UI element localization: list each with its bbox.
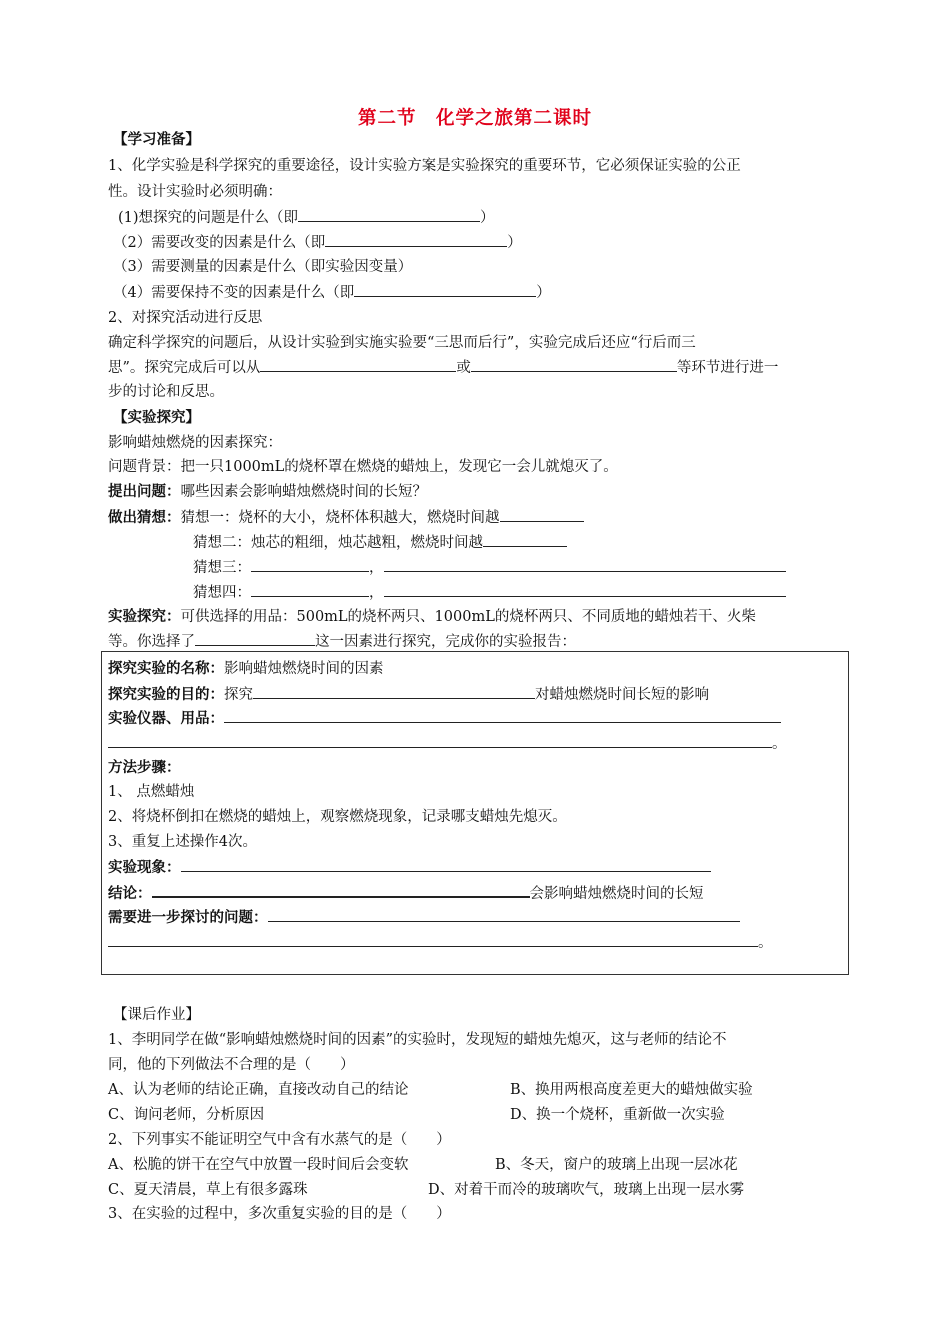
homework-q1-option-a: A、认为老师的结论正确，直接改动自己的结论	[108, 1082, 409, 1098]
prep-paragraph-3b: 思”。探究完成后可以从 或 等环节进行进一	[108, 357, 778, 378]
answer-blank[interactable]	[108, 932, 758, 947]
homework-q1-option-b: B、换用两根高度差更大的蜡烛做实验	[510, 1082, 753, 1098]
report-step-3: 3、重复上述操作4次。	[108, 834, 257, 850]
prep-question-2: （2）需要改变的因素是什么（即 ）	[113, 232, 522, 253]
prep-paragraph-1b: 性。设计实验时必须明确：	[108, 184, 282, 200]
homework-q2-option-d: D、对着干而冷的玻璃吹气，玻璃上出现一层水雾	[428, 1182, 745, 1198]
answer-blank[interactable]	[181, 857, 711, 872]
answer-blank[interactable]	[483, 532, 567, 547]
answer-blank[interactable]	[108, 733, 772, 748]
answer-blank[interactable]	[152, 882, 530, 898]
report-conclusion: 结论： 会影响蜡烛燃烧时间的长短	[108, 882, 704, 904]
report-steps-label: 方法步骤：	[108, 759, 181, 776]
report-step-1: 1、 点燃蜡烛	[108, 784, 195, 800]
report-equipment-line2: 。	[108, 733, 787, 754]
homework-q1-option-d: D、换一个烧杯，重新做一次实验	[510, 1107, 725, 1123]
answer-blank[interactable]	[384, 582, 786, 597]
explore-guess-2: 猜想二：烛芯的粗细，烛芯越粗，燃烧时间越	[193, 532, 567, 553]
section-heading-prep: 【学习准备】	[113, 131, 200, 148]
homework-q2-option-b: B、冬天，窗户的玻璃上出现一层冰花	[495, 1157, 738, 1173]
report-step-2: 2、将烧杯倒扣在燃烧的蜡烛上，观察燃烧现象，记录哪支蜡烛先熄灭。	[108, 809, 567, 825]
section-heading-explore: 【实验探究】	[113, 409, 200, 426]
answer-blank[interactable]	[224, 708, 781, 723]
explore-topic: 影响蜡烛燃烧的因素探究：	[108, 435, 282, 451]
explore-inquiry-b: 等。你选择了 这一因素进行探究，完成你的实验报告：	[108, 631, 576, 652]
prep-question-4: （4）需要保持不变的因素是什么（即 ）	[113, 282, 551, 303]
prep-paragraph-1a: 1、化学实验是科学探究的重要途径，设计实验方案是实验探究的重要环节，它必须保证实验的公正	[108, 158, 741, 174]
answer-blank[interactable]	[260, 357, 456, 372]
report-purpose: 探究实验的目的：探究 对蜡烛燃烧时间长短的影响	[108, 686, 709, 703]
prep-paragraph-2: 2、对探究活动进行反思	[108, 310, 263, 326]
answer-blank[interactable]	[471, 357, 677, 372]
answer-blank[interactable]	[354, 282, 536, 297]
prep-question-1: (1)想探究的问题是什么（即 ）	[118, 207, 495, 228]
prep-paragraph-3a: 确定科学探究的问题后，从设计实验到实施实验要“三思而后行”，实验完成后还应“行后而三	[108, 335, 696, 351]
report-name: 探究实验的名称：影响蜡烛燃烧时间的因素	[108, 660, 384, 677]
answer-blank[interactable]	[500, 507, 584, 522]
answer-blank[interactable]	[251, 557, 369, 572]
explore-question: 提出问题：哪些因素会影响蜡烛燃烧时间的长短？	[108, 483, 427, 500]
answer-blank[interactable]	[298, 207, 480, 222]
prep-paragraph-3c: 步的讨论和反思。	[108, 384, 224, 400]
homework-q2-option-c: C、夏天清晨，草上有很多露珠	[108, 1182, 308, 1198]
answer-blank[interactable]	[384, 557, 786, 572]
homework-q3: 3、在实验的过程中，多次重复实验的目的是（ ）	[108, 1206, 451, 1222]
page-title: 第二节 化学之旅第二课时	[357, 108, 592, 129]
report-further: 需要进一步探讨的问题：	[108, 907, 740, 928]
homework-q2: 2、下列事实不能证明空气中含有水蒸气的是（ ）	[108, 1132, 451, 1148]
answer-blank[interactable]	[268, 907, 740, 922]
report-further-line2: 。	[108, 932, 773, 953]
explore-background: 问题背景：把一只1000mL的烧杯罩在燃烧的蜡烛上，发现它一会儿就熄灭了。	[108, 459, 618, 475]
section-heading-homework: 【课后作业】	[113, 1007, 200, 1023]
explore-inquiry: 实验探究：可供选择的用品：500mL的烧杯两只、1000mL的烧杯两只、不同质地的蜡烛若干、火柴	[108, 608, 756, 625]
explore-guess-1: 做出猜想：猜想一：烧杯的大小，烧杯体积越大，燃烧时间越	[108, 507, 584, 528]
explore-guess-3: 猜想三： ，	[193, 557, 786, 578]
answer-blank[interactable]	[251, 582, 369, 597]
answer-blank[interactable]	[195, 631, 315, 646]
explore-guess-4: 猜想四： ，	[193, 582, 786, 603]
report-equipment: 实验仪器、用品：	[108, 708, 781, 729]
answer-blank[interactable]	[325, 232, 507, 247]
homework-q1-option-c: C、询问老师，分析原因	[108, 1107, 265, 1123]
homework-q1a: 1、李明同学在做“影响蜡烛燃烧时间的因素”的实验时，发现短的蜡烛先熄灭，这与老师的结论不	[108, 1032, 727, 1048]
report-phenomenon: 实验现象：	[108, 857, 711, 878]
answer-blank[interactable]	[253, 684, 535, 699]
homework-q2-option-a: A、松脆的饼干在空气中放置一段时间后会变软	[108, 1157, 409, 1173]
homework-q1b: 同，他的下列做法不合理的是（ ）	[108, 1057, 355, 1073]
prep-question-3: （3）需要测量的因素是什么（即实验因变量）	[113, 259, 413, 275]
